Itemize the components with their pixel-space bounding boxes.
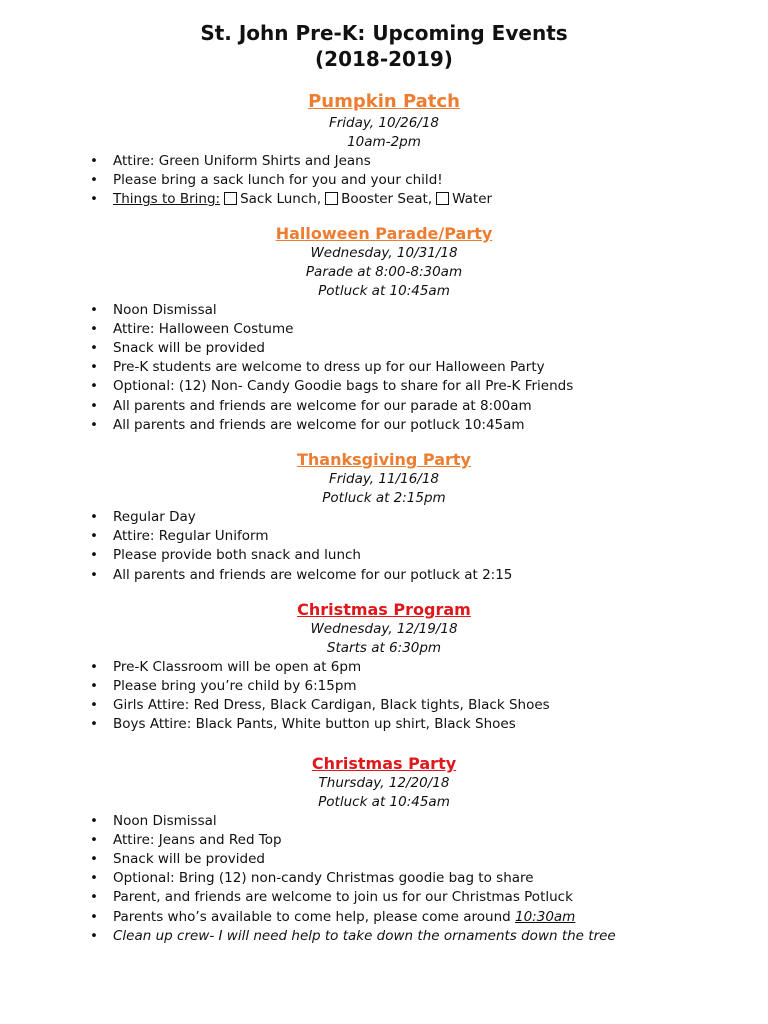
event-parade-time: Parade at 8:00-8:30am <box>305 263 463 280</box>
list-item: • Attire: Halloween Costume <box>113 320 768 339</box>
event-potluck-time: Potluck at 2:15pm <box>322 490 446 507</box>
list-item: • All parents and friends are welcome for our potluck 10:45am <box>113 416 768 435</box>
list-item: • All parents and friends are welcome for our potluck at 2:15 <box>113 566 768 585</box>
event-date: Friday, 11/16/18 <box>328 471 440 488</box>
event-start-time: Starts at 6:30pm <box>326 639 442 656</box>
list-item: • Pre-K students are welcome to dress up for our Halloween Party <box>113 358 768 377</box>
title-line-1: St. John Pre-K: Upcoming Events <box>200 21 568 45</box>
list-item: • Attire: Jeans and Red Top <box>113 831 768 850</box>
event-date: Wednesday, 12/19/18 <box>310 620 458 637</box>
event-title: Thanksgiving Party <box>297 450 471 470</box>
event-title: Christmas Program <box>297 599 471 619</box>
list-item: • Girls Attire: Red Dress, Black Cardigan, Black tights, Black Shoes <box>113 696 768 715</box>
checkbox-booster-seat[interactable] <box>325 192 338 205</box>
event-date: Wednesday, 10/31/18 <box>310 244 458 261</box>
list-item: • Please provide both snack and lunch <box>113 546 768 565</box>
help-item <box>113 908 768 927</box>
thing-label: Water <box>452 191 493 208</box>
event-potluck-time: Potluck at 10:45am <box>318 282 450 299</box>
event-title: Christmas Party <box>311 753 457 773</box>
event-details <box>0 152 768 210</box>
event-christmas-party <box>0 754 768 946</box>
things-label: Things to Bring: <box>113 191 221 208</box>
list-item: • Please bring you’re child by 6:15pm <box>113 677 768 696</box>
list-item: • Noon Dismissal <box>113 812 768 831</box>
list-item: • Regular Day <box>113 508 768 527</box>
list-item: • Boys Attire: Black Pants, White button up shirt, Black Shoes <box>113 715 768 734</box>
thing-label: Booster Seat, <box>341 191 433 208</box>
help-time: 10:30am <box>515 908 576 925</box>
event-time: 10am-2pm <box>347 134 421 150</box>
event-thanksgiving <box>0 450 768 585</box>
event-halloween <box>0 224 768 435</box>
event-title: Halloween Parade/Party <box>275 223 493 243</box>
list-item: • Snack will be provided <box>113 850 768 869</box>
event-details <box>0 658 768 735</box>
event-christmas-program <box>0 600 768 735</box>
checkbox-water[interactable] <box>436 192 449 205</box>
list-item: • Pre-K Classroom will be open at 6pm <box>113 658 768 677</box>
list-item: • Attire: Regular Uniform <box>113 527 768 546</box>
event-details <box>0 508 768 585</box>
list-item: • Please bring a sack lunch for you and your child! <box>113 171 768 190</box>
event-date: Thursday, 12/20/18 <box>318 774 450 791</box>
list-item: • Snack will be provided <box>113 339 768 358</box>
event-date: Friday, 10/26/18 <box>328 115 440 131</box>
checkbox-sack-lunch[interactable] <box>224 192 237 205</box>
cleanup-item: • Clean up crew- I will need help to take down the ornaments down the tree <box>113 927 768 946</box>
event-details <box>0 812 768 946</box>
things-to-bring-item <box>113 190 768 209</box>
page-title <box>0 20 768 72</box>
help-text: Parents who’s available to come help, please come around <box>113 908 511 925</box>
list-item: • All parents and friends are welcome for our parade at 8:00am <box>113 397 768 416</box>
event-title: Pumpkin Patch <box>308 91 460 112</box>
list-item: • Optional: Bring (12) non-candy Christmas goodie bag to share <box>113 869 768 888</box>
list-item: • Noon Dismissal <box>113 301 768 320</box>
event-details <box>0 301 768 435</box>
event-pumpkin-patch <box>0 90 768 210</box>
title-line-2: (2018-2019) <box>315 47 453 71</box>
event-potluck-time: Potluck at 10:45am <box>318 793 450 810</box>
list-item: • Parent, and friends are welcome to join us for our Christmas Potluck <box>113 888 768 907</box>
thing-label: Sack Lunch, <box>240 191 322 208</box>
list-item: • Attire: Green Uniform Shirts and Jeans <box>113 152 768 171</box>
list-item: • Optional: (12) Non- Candy Goodie bags to share for all Pre-K Friends <box>113 377 768 396</box>
